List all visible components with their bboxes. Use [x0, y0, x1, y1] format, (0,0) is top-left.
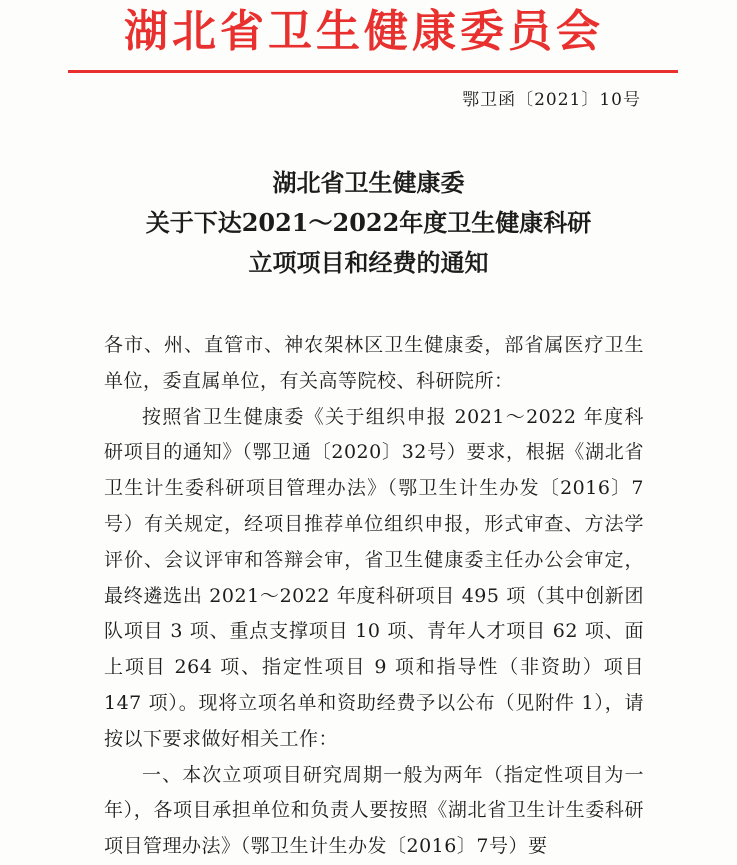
title-line-2: 关于下达2021～2022年度卫生健康科研: [145, 208, 592, 237]
paragraph-1: 按照省卫生健康委《关于组织申报 2021～2022 年度科研项目的通知》（鄂卫通〔2020〕32号）要求，根据《湖北省卫生计生委科研项目管理办法》（鄂卫生计生办发〔2016〕7号）有关规定，经项目推荐单位组织申报，形式审查、方法学评价、会议评审和答辩会审，省卫生健康委主任办公会审定，最终遴选出 2021～2022 年度科研项目 495 项（其中创新团队项目 3 项、重点支撑项目 10 项、青年人才项目 62 项、面上项目 264 项、指定性项目 9 项和指导性（非资助）项目 147 项）。现将立项名单和资助经费予以公布（见附件 1），请按以下要求做好相关工作：: [104, 405, 644, 750]
salutation: 各市、州、直管市、神农架林区卫生健康委，部省属医疗卫生单位，委直属单位，有关高等院校、科研院所：: [104, 334, 644, 392]
letterhead-title: 湖北省卫生健康委员会: [124, 6, 604, 57]
document-body: [104, 328, 644, 865]
letterhead-divider: [68, 70, 678, 73]
title-line-3: 立项项目和经费的通知: [248, 248, 489, 277]
document-title: [0, 163, 737, 283]
paragraph-2: 一、本次立项项目研究周期一般为两年（指定性项目为一年），各项目承担单位和负责人要按照《湖北省卫生计生委科研项目管理办法》（鄂卫生计生办发〔2016〕7号）要: [104, 763, 644, 858]
document-number: 鄂卫函〔2021〕10号: [462, 90, 641, 110]
title-line-1: 湖北省卫生健康委: [272, 168, 465, 197]
